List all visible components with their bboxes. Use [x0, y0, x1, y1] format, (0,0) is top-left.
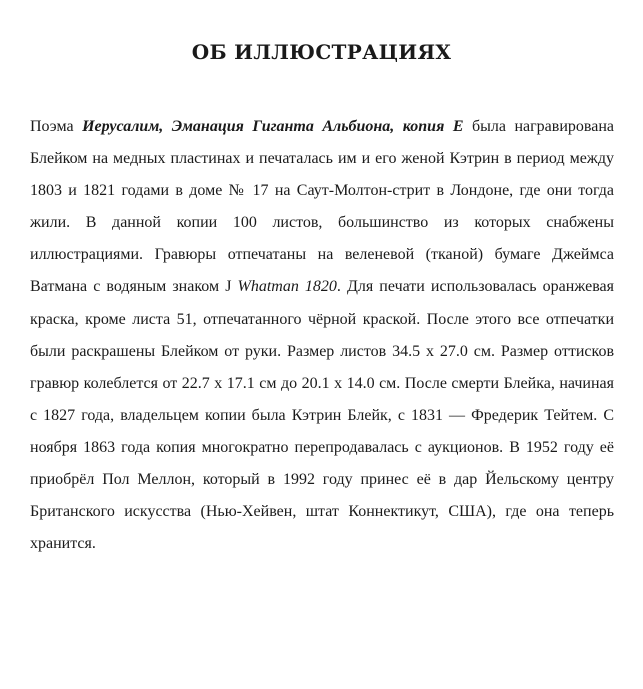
poem-title: Иерусалим, Эманация Гиганта Альбиона, копия E	[82, 118, 464, 135]
page-title: ОБ ИЛЛЮСТРАЦИЯХ	[191, 40, 452, 64]
paragraph-lead: Поэма	[30, 118, 83, 135]
paragraph-text-part1: была награвирована Блейком на медных пластинах и печаталась им и его женой Кэтрин в период между 1803 и 1821 годами в доме № 17 на Саут-Молтон-стрит в Лондоне, где они тогда жили. В данной копии 100 листов, большинство из которых снабжены иллюстрациями. Гравюры отпечатаны на веленевой (тканой) бумаге Джеймса Ватмана с водяным знаком J	[30, 118, 614, 296]
watermark-text: Whatman 1820	[237, 278, 337, 296]
body-paragraph	[30, 111, 614, 560]
paragraph-text-part2: . Для печати использовалась оранжевая краска, кроме листа 51, отпечатанного чёрной краской. После этого все отпечатки были раскрашены Блейком от руки. Размер листов 34.5 x 27.0 см. Размер оттисков гравюр колеблется от 22.7 x 17.1 см до 20.1 x 14.0 см. После смерти Блейка, начиная с 1827 года, владельцем копии была Кэтрин Блейк, с 1831 — Фредерик Тейтем. С ноября 1863 года копия многократно перепродавалась с аукционов. В 1952 году её приобрёл Пол Меллон, который в 1992 году принес её в дар Йельскому центру Британского искусства (Нью-Хейвен, штат Коннектикут, США), где она теперь хранится.	[30, 278, 615, 553]
